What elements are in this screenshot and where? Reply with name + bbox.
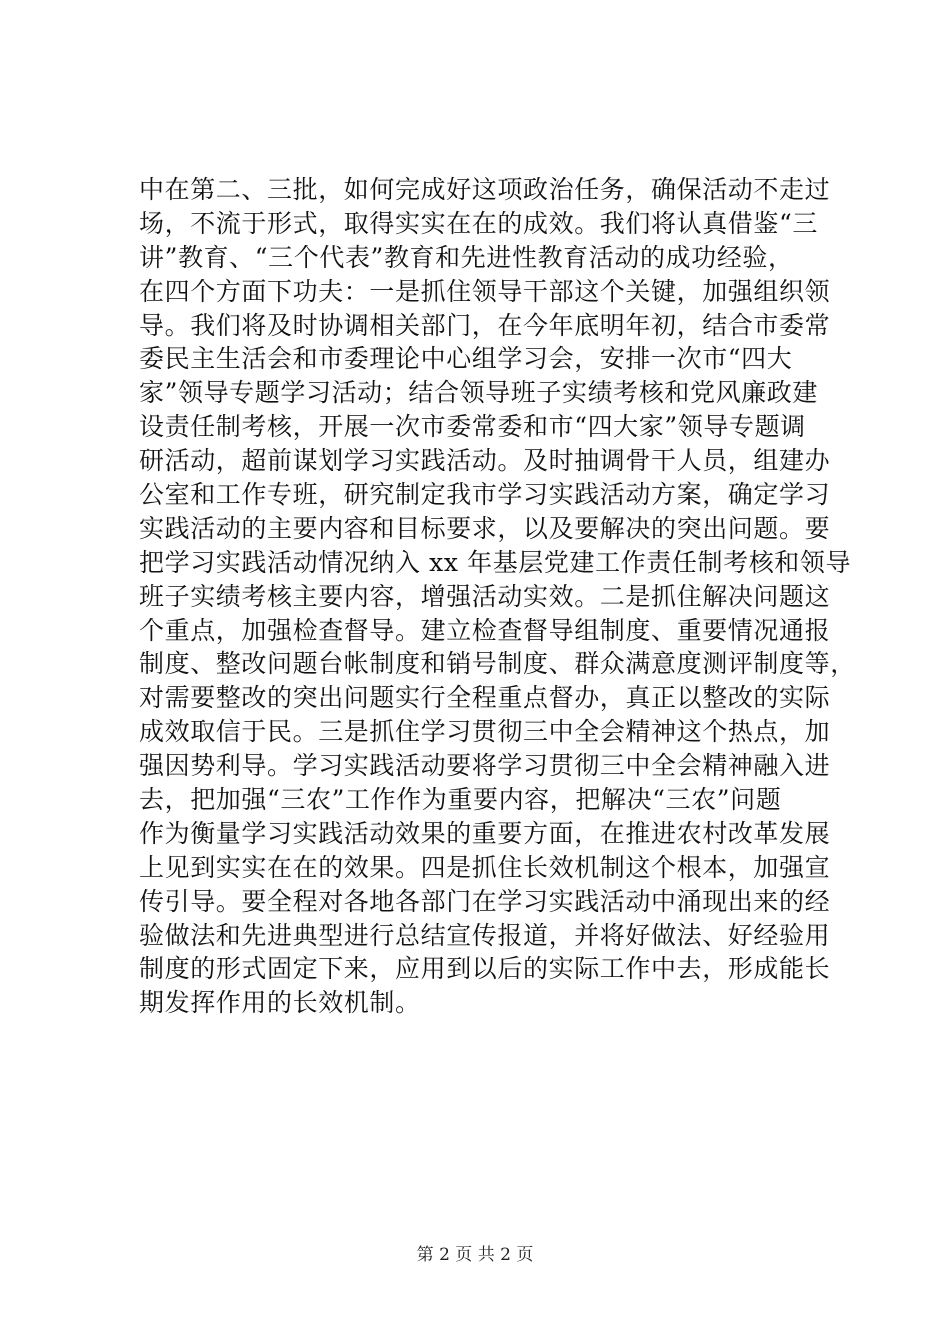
text-line: 去，把加强“三农”工作作为重要内容，把解决“三农”问题 <box>139 785 782 815</box>
text-line: 对需要整改的突出问题实行全程重点督办，真正以整改的实际 <box>139 683 831 713</box>
text-line: 委民主生活会和市委理论中心组学习会，安排一次市“四大 <box>139 344 793 374</box>
text-line: 期发挥作用的长效机制。 <box>139 988 421 1018</box>
text-line: 设责任制考核，开展一次市委常委和市“四大家”领导专题调 <box>139 412 806 442</box>
text-line: 传引导。要全程对各地各部门在学习实践活动中涌现出来的经 <box>139 886 831 916</box>
text-line: 讲”教育、“三个代表”教育和先进性教育活动的成功经验， <box>139 242 794 272</box>
text-line: 场，不流于形式，取得实实在在的成效。我们将认真借鉴“三 <box>139 208 818 238</box>
text-line: 班子实绩考核主要内容，增强活动实效。二是抓住解决问题这 <box>139 581 831 611</box>
page-number-footer: 第 2 页 共 2 页 <box>416 1245 534 1265</box>
text-line: 个重点，加强检查督导。建立检查督导组制度、重要情况通报 <box>139 615 831 645</box>
text-line: 中在第二、三批，如何完成好这项政治任务，确保活动不走过 <box>139 175 831 204</box>
text-line: 强因势利导。学习实践活动要将学习贯彻三中全会精神融入进 <box>139 751 831 781</box>
text-line: 导。我们将及时协调相关部门，在今年底明年初，结合市委常 <box>139 310 831 340</box>
text-line: 上见到实实在在的效果。四是抓住长效机制这个根本，加强宣 <box>139 852 831 882</box>
text-line: 公室和工作专班，研究制定我市学习实践活动方案，确定学习 <box>139 480 831 510</box>
text-line: 实践活动的主要内容和目标要求，以及要解决的突出问题。要 <box>139 513 831 543</box>
text-line: 把学习实践活动情况纳入 xx 年基层党建工作责任制考核和领导 <box>139 547 852 577</box>
text-line: 验做法和先进典型进行总结宣传报道，并将好做法、好经验用 <box>139 920 831 950</box>
text-line: 作为衡量学习实践活动效果的重要方面，在推进农村改革发展 <box>139 818 831 848</box>
text-line: 成效取信于民。三是抓住学习贯彻三中全会精神这个热点，加 <box>139 717 831 747</box>
text-line: 制度、整改问题台帐制度和销号制度、群众满意度测评制度等， <box>139 649 856 679</box>
text-line: 制度的形式固定下来，应用到以后的实际工作中去，形成能长 <box>139 954 831 984</box>
text-line: 家”领导专题学习活动；结合领导班子实绩考核和党风廉政建 <box>139 378 818 408</box>
body-paragraph <box>139 173 856 1020</box>
text-line: 在四个方面下功夫：一是抓住领导干部这个关键，加强组织领 <box>139 276 831 306</box>
text-line: 研活动，超前谋划学习实践活动。及时抽调骨干人员，组建办 <box>139 446 831 476</box>
